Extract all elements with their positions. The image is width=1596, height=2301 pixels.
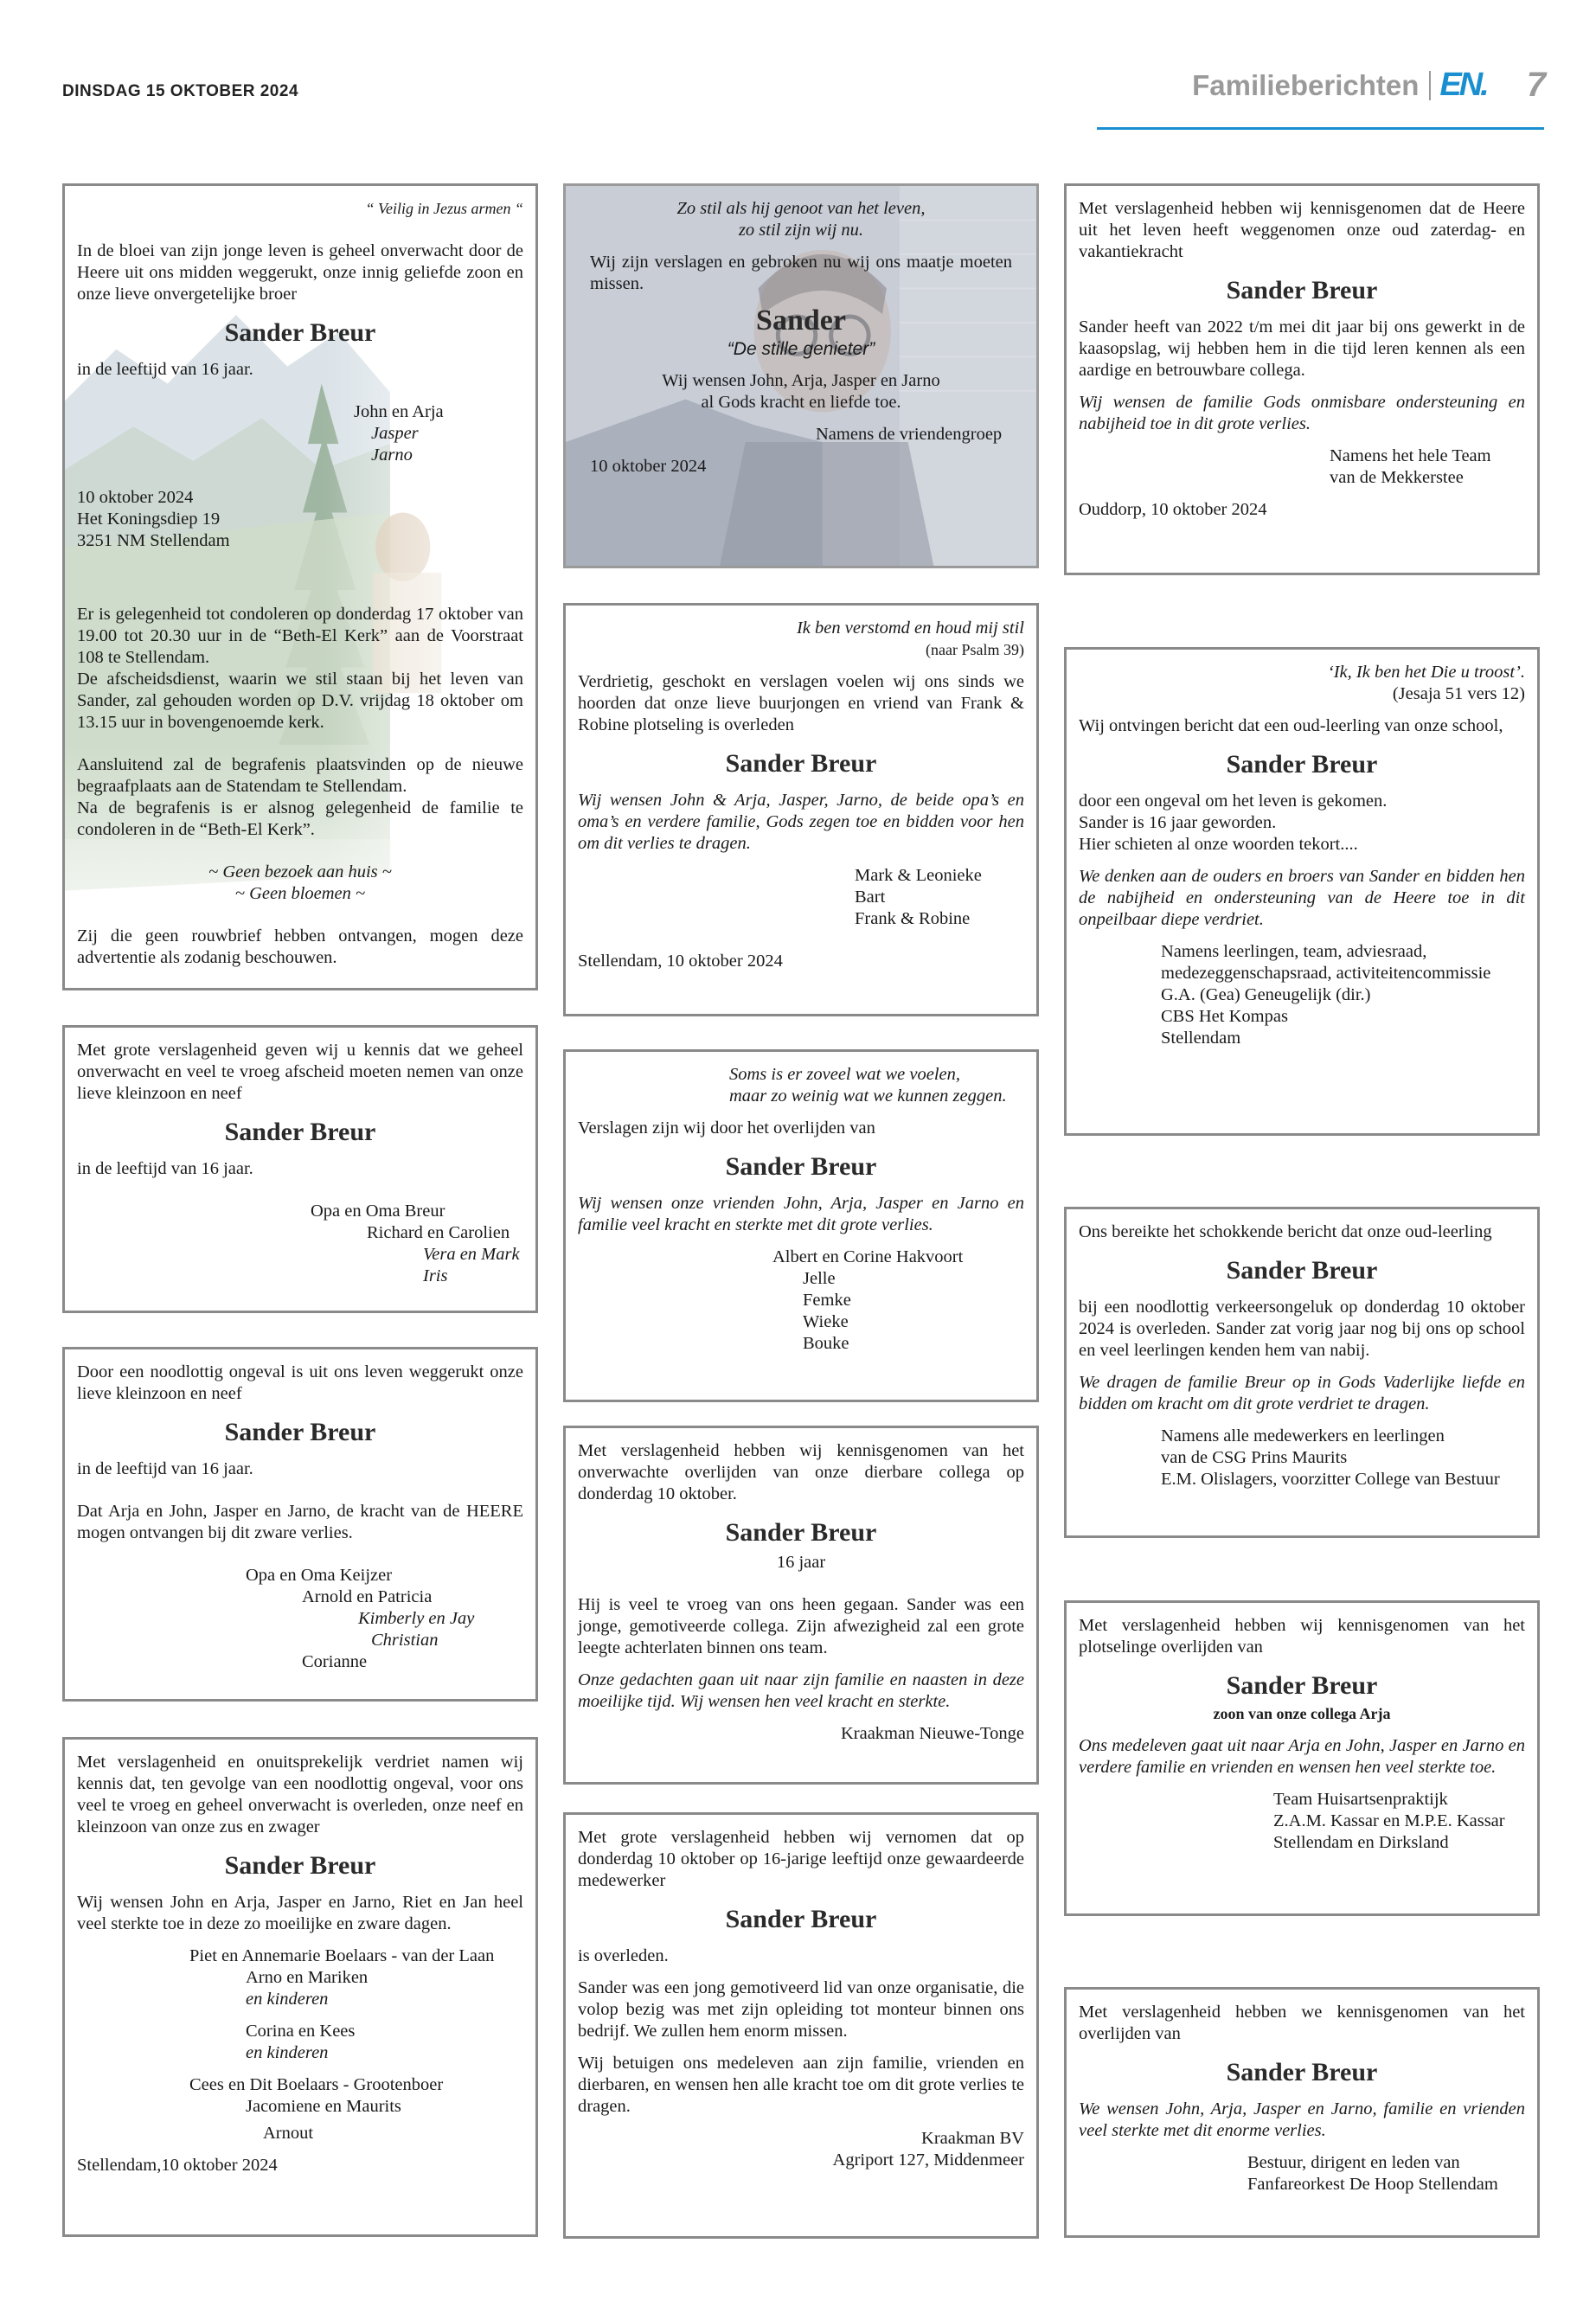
signatory: E.M. Olislagers, voorzitter College van Bestuur xyxy=(1161,1470,1500,1489)
ad-huisartsenpraktijk xyxy=(1064,1600,1540,1916)
service-info: De afscheidsdienst, waarin we stil staan bij het leven van Sander, zal gehouden worden op D.V. vrijdag 18 oktober om 13.15 uur in bovengenoemde kerk. xyxy=(77,670,523,732)
signatory: G.A. (Gea) Geneugelijk (dir.) xyxy=(1161,985,1371,1004)
signatory: en kinderen xyxy=(246,1990,329,2009)
signatory: Namens leerlingen, team, adviesraad, xyxy=(1161,942,1427,961)
wish-text: Wij wensen de familie Gods onmisbare ondersteuning en nabijheid toe in dit grote verlies. xyxy=(1079,393,1525,433)
signatory: Arnout xyxy=(263,2124,314,2143)
signatory: Bart xyxy=(855,888,886,907)
age-text: in de leeftijd van 16 jaar. xyxy=(77,1459,253,1478)
signatory: van de Mekkerstee xyxy=(1330,468,1464,487)
signatory: Namens het hele Team xyxy=(1330,446,1491,465)
quote-line: Soms is er zoveel wat we voelen, xyxy=(729,1065,961,1084)
no-flowers: ~ Geen bloemen ~ xyxy=(234,884,366,903)
wish-text: We dragen de familie Breur op in Gods Vaderlijke liefde en bidden om kracht om dit grote verdriet te dragen. xyxy=(1079,1373,1525,1413)
intro-text: Met grote verslagenheid hebben wij vernomen dat op donderdag 10 oktober op 16-jarige leeftijd onze gewaardeerde medewerker xyxy=(578,1828,1024,1890)
motto: “ Veilig in Jezus armen “ xyxy=(365,200,523,217)
signatory: Femke xyxy=(803,1291,851,1310)
quote-line: ‘Ik, Ik ben het Die u troost’. xyxy=(1327,663,1525,682)
signatory: Team Huisartsenpraktijk xyxy=(1273,1790,1448,1809)
intro-text: Ons bereikte het schokkende bericht dat onze oud-leerling xyxy=(1079,1222,1492,1241)
wish-text: Ons medeleven gaat uit naar Arja en John, Jasper en Jarno en verdere familie en vrienden en wensen hen veel sterkte toe. xyxy=(1079,1736,1525,1777)
burial-info: Aansluitend zal de begrafenis plaatsvinden op de nieuwe begraafplaats aan de Statendam te Stellendam. xyxy=(77,755,523,796)
signatory: Kraakman Nieuwe-Tonge xyxy=(840,1724,1024,1743)
age-text: in de leeftijd van 16 jaar. xyxy=(77,360,253,379)
body-text: Hier schieten al onze woorden tekort.... xyxy=(1079,835,1358,854)
body-text: Wij betuigen ons medeleven aan zijn familie, vrienden en dierbaren, en wensen hen alle kracht toe om dit grote verlies te dragen. xyxy=(578,2054,1024,2116)
signatory: CBS Het Kompas xyxy=(1161,1007,1288,1026)
quote-ref: (Jesaja 51 vers 12) xyxy=(1392,684,1525,703)
signatory: Wieke xyxy=(803,1312,849,1331)
signatory: Christian xyxy=(371,1631,439,1650)
deceased-name: Sander Breur xyxy=(224,1118,376,1146)
signatory: Cees en Dit Boelaars - Grootenboer xyxy=(189,2075,444,2094)
signatory: Z.A.M. Kassar en M.P.E. Kassar xyxy=(1273,1811,1505,1830)
intro-text: Met verslagenheid hebben wij kennisgenomen dat de Heere uit het leven heeft weggenomen onze oud zaterdag- en vakantiekracht xyxy=(1079,199,1525,261)
deceased-name: Sander Breur xyxy=(1226,1671,1378,1700)
wish-text: Wij wensen John en Arja, Jasper en Jarno, Riet en Jan heel veel sterkte toe in deze zo moeilijke en zware dagen. xyxy=(77,1893,523,1933)
wish-text: We denken aan de ouders en broers van Sander en bidden hen de nabijheid en ondersteuning van de Heere toe in dit onpeilbaar diepe verdriet. xyxy=(1079,867,1525,929)
ad-neighbours xyxy=(563,603,1039,1016)
deceased-name: Sander Breur xyxy=(725,1152,877,1181)
ad-hakvoort xyxy=(563,1049,1039,1402)
body-text: Sander was een jong gemotiveerd lid van onze organisatie, die volop bezig was met zijn opleiding tot monteur binnen ons bedrijf. We zullen hem enorm missen. xyxy=(578,1978,1024,2041)
deceased-name: Sander xyxy=(756,304,846,336)
deceased-name: Sander Breur xyxy=(1226,2058,1378,2086)
page-header xyxy=(1192,66,1546,105)
body-text: bij een noodlottig verkeersongeluk op donderdag 10 oktober 2024 is overleden. Sander zat vorig jaar nog bij ons op school en veel leerlingen kenden hem van nabij. xyxy=(1079,1298,1525,1360)
ad-friends-group xyxy=(563,183,1039,568)
quote-line: Zo stil als hij genoot van het leven, xyxy=(676,199,926,218)
address-line: Het Koningsdiep 19 xyxy=(77,510,221,529)
signatory: Iris xyxy=(423,1266,448,1285)
intro-text: Verdrietig, geschokt en verslagen voelen wij ons sinds we hoorden dat onze lieve buurjongen en vriend van Frank & Robine plotseling is overleden xyxy=(578,672,1024,734)
condolence-after: Na de begrafenis is er alsnog gelegenheid de familie te condoleren in de “Beth-El Kerk”. xyxy=(77,798,523,839)
signatory: Corina en Kees xyxy=(246,2022,356,2041)
age-text: in de leeftijd van 16 jaar. xyxy=(77,1159,253,1178)
quote-line: zo stil zijn wij nu. xyxy=(738,221,864,240)
relation-text: zoon van onze collega Arja xyxy=(1213,1705,1391,1722)
signatory: Agriport 127, Middenmeer xyxy=(832,2150,1024,2170)
signatory: Frank & Robine xyxy=(855,909,971,928)
closing-text: Zij die geen rouwbrief hebben ontvangen, mogen deze advertentie als zodanig beschouwen. xyxy=(77,926,523,967)
quote-ref: (naar Psalm 39) xyxy=(926,641,1024,658)
signatory: Stellendam en Dirksland xyxy=(1273,1833,1449,1852)
no-visits: ~ Geen bezoek aan huis ~ xyxy=(208,862,392,881)
deceased-name: Sander Breur xyxy=(725,749,877,778)
page-number: 7 xyxy=(1526,66,1546,104)
nickname: “De stille genieter” xyxy=(727,339,875,359)
wish-text: Wij wensen onze vrienden John, Arja, Jasper en Jarno en familie veel kracht en sterkte met dit grote verlies. xyxy=(578,1194,1024,1234)
wish-text: Onze gedachten gaan uit naar zijn familie en naasten in deze moeilijke tijd. Wij wensen hen veel kracht en sterkte. xyxy=(578,1670,1024,1711)
header-divider xyxy=(1429,71,1431,100)
signatory: Namens alle medewerkers en leerlingen xyxy=(1161,1426,1445,1445)
deceased-name: Sander Breur xyxy=(1226,750,1378,779)
signatory: Albert en Corine Hakvoort xyxy=(772,1247,964,1266)
place-date: 10 oktober 2024 xyxy=(590,457,707,476)
signatory: Mark & Leonieke xyxy=(855,866,982,885)
signatory: Kraakman BV xyxy=(921,2129,1024,2148)
header-rule xyxy=(1097,127,1544,130)
signatory: Jelle xyxy=(803,1269,836,1288)
signatory: Jasper xyxy=(371,424,419,443)
ad-grandparents-breur xyxy=(62,1025,538,1313)
signatory: Fanfareorkest De Hoop Stellendam xyxy=(1247,2175,1498,2194)
deceased-name: Sander Breur xyxy=(1226,1256,1378,1285)
quote-line: maar zo weinig wat we kunnen zeggen. xyxy=(729,1086,1007,1106)
ad-cbs-het-kompas xyxy=(1064,647,1540,1136)
issue-date: DINSDAG 15 OKTOBER 2024 xyxy=(62,82,299,100)
intro-text: Met verslagenheid en onuitsprekelijk verdriet namen wij kennis dat, ten gevolge van een noodlottig ongeval, voor ons veel te vroeg en geheel onverwacht is overleden, onze neef en kleinzoon van onze zus en zwager xyxy=(77,1753,523,1836)
intro-text: In de bloei van zijn jonge leven is geheel onverwacht door de Heere uit ons midden weggerukt, onze innig geliefde zoon en onze lieve onvergetelijke broer xyxy=(77,241,523,304)
ad-fanfare-de-hoop xyxy=(1064,1987,1540,2238)
place-date: Stellendam,10 oktober 2024 xyxy=(77,2156,278,2175)
signatory: John en Arja xyxy=(354,402,444,421)
ad-csg-prins-maurits xyxy=(1064,1207,1540,1538)
signatory: Corianne xyxy=(302,1652,368,1671)
ad-boelaars xyxy=(62,1737,538,2237)
wish-text: Dat Arja en John, Jasper en Jarno, de kracht van de HEERE mogen ontvangen bij dit zware verlies. xyxy=(77,1502,523,1542)
age-text: 16 jaar xyxy=(776,1553,826,1572)
deceased-name: Sander Breur xyxy=(725,1518,877,1547)
signatory: Kimberly en Jay xyxy=(358,1609,475,1628)
intro-text: Door een noodlottig ongeval is uit ons leven weggerukt onze lieve kleinzoon en neef xyxy=(77,1362,523,1403)
died-text: is overleden. xyxy=(578,1946,669,1965)
wish-line: al Gods kracht en liefde toe. xyxy=(701,393,901,412)
ad-mekkerstee xyxy=(1064,183,1540,575)
deceased-name: Sander Breur xyxy=(224,1418,376,1446)
ad-kraakman-nieuwe-tonge xyxy=(563,1426,1039,1785)
body-text: Sander heeft van 2022 t/m mei dit jaar bij ons gewerkt in de kaasopslag, wij hebben hem in die tijd leren kennen als een aardige en betrouwbare collega. xyxy=(1079,317,1525,380)
body-text: Sander is 16 jaar geworden. xyxy=(1079,813,1277,832)
signatory: medezeggenschapsraad, activiteitencommissie xyxy=(1161,964,1491,983)
signatory: van de CSG Prins Maurits xyxy=(1161,1448,1348,1467)
intro-text: Wij zijn verslagen en gebroken nu wij ons maatje moeten missen. xyxy=(590,253,1012,293)
signatory: Jacomiene en Maurits xyxy=(246,2097,401,2116)
signatory: Arnold en Patricia xyxy=(302,1587,433,1606)
intro-text: Verslagen zijn wij door het overlijden van xyxy=(578,1118,875,1138)
signatory: Opa en Oma Breur xyxy=(311,1202,445,1221)
signatory: Arno en Mariken xyxy=(246,1968,369,1987)
section-title: Familieberichten xyxy=(1192,68,1420,101)
deceased-name: Sander Breur xyxy=(1226,276,1378,304)
wish-text: We wensen John, Arja, Jasper en Jarno, familie en vrienden veel sterkte met dit enorme verlies. xyxy=(1079,2099,1525,2140)
signatory: en kinderen xyxy=(246,2043,329,2062)
newspaper-logo: EN. xyxy=(1439,67,1487,103)
place-date: Stellendam, 10 oktober 2024 xyxy=(578,952,783,971)
signatory: Namens de vriendengroep xyxy=(816,425,1003,444)
address-line: 10 oktober 2024 xyxy=(77,488,194,507)
place-date: Ouddorp, 10 oktober 2024 xyxy=(1079,500,1267,519)
signatory: Piet en Annemarie Boelaars - van der Laan xyxy=(189,1946,495,1965)
signatory: Vera en Mark xyxy=(423,1245,520,1264)
intro-text: Met verslagenheid hebben we kennisgenomen van het overlijden van xyxy=(1079,2003,1525,2043)
condolence-info: Er is gelegenheid tot condoleren op donderdag 17 oktober van 19.00 tot 20.30 uur in de “Beth-El Kerk” aan de Voorstraat 108 te Stellendam. xyxy=(77,605,523,667)
body-text: Hij is veel te vroeg van ons heen gegaan. Sander was een jonge, gemotiveerde collega. Zijn afwezigheid zal een grote leegte achterlaten binnen ons team. xyxy=(578,1595,1024,1657)
signatory: Bouke xyxy=(803,1334,849,1353)
signatory: Bestuur, dirigent en leden van xyxy=(1247,2153,1460,2172)
ad-grandparents-keijzer xyxy=(62,1347,538,1702)
deceased-name: Sander Breur xyxy=(224,318,376,347)
address-line: 3251 NM Stellendam xyxy=(77,531,230,550)
intro-text: Wij ontvingen bericht dat een oud-leerling van onze school, xyxy=(1079,716,1503,735)
wish-text: Wij wensen John & Arja, Jasper, Jarno, de beide opa’s en oma’s en verdere familie, Gods zegen toe en bidden voor hen om dit verlies te dragen. xyxy=(578,791,1024,853)
intro-text: Met verslagenheid hebben wij kennisgenomen van het plotselinge overlijden van xyxy=(1079,1616,1525,1657)
signatory: Stellendam xyxy=(1161,1029,1241,1048)
quote-line: Ik ben verstomd en houd mij stil xyxy=(796,619,1024,638)
deceased-name: Sander Breur xyxy=(224,1851,376,1880)
wish-line: Wij wensen John, Arja, Jasper en Jarno xyxy=(662,371,940,390)
intro-text: Met verslagenheid hebben wij kennisgenomen van het onverwachte overlijden van onze dierbare collega op donderdag 10 oktober. xyxy=(578,1441,1024,1503)
intro-text: Met grote verslagenheid geven wij u kennis dat we geheel onverwacht en veel te vroeg afscheid moeten nemen van onze lieve kleinzoon en neef xyxy=(77,1041,523,1103)
deceased-name: Sander Breur xyxy=(725,1905,877,1933)
body-text: door een ongeval om het leven is gekomen. xyxy=(1079,792,1388,811)
ad-kraakman-bv xyxy=(563,1812,1039,2239)
signatory: Richard en Carolien xyxy=(367,1223,510,1242)
signatory: Opa en Oma Keijzer xyxy=(246,1566,393,1585)
signatory: Jarno xyxy=(371,445,413,465)
ad-family-parents xyxy=(62,183,538,990)
